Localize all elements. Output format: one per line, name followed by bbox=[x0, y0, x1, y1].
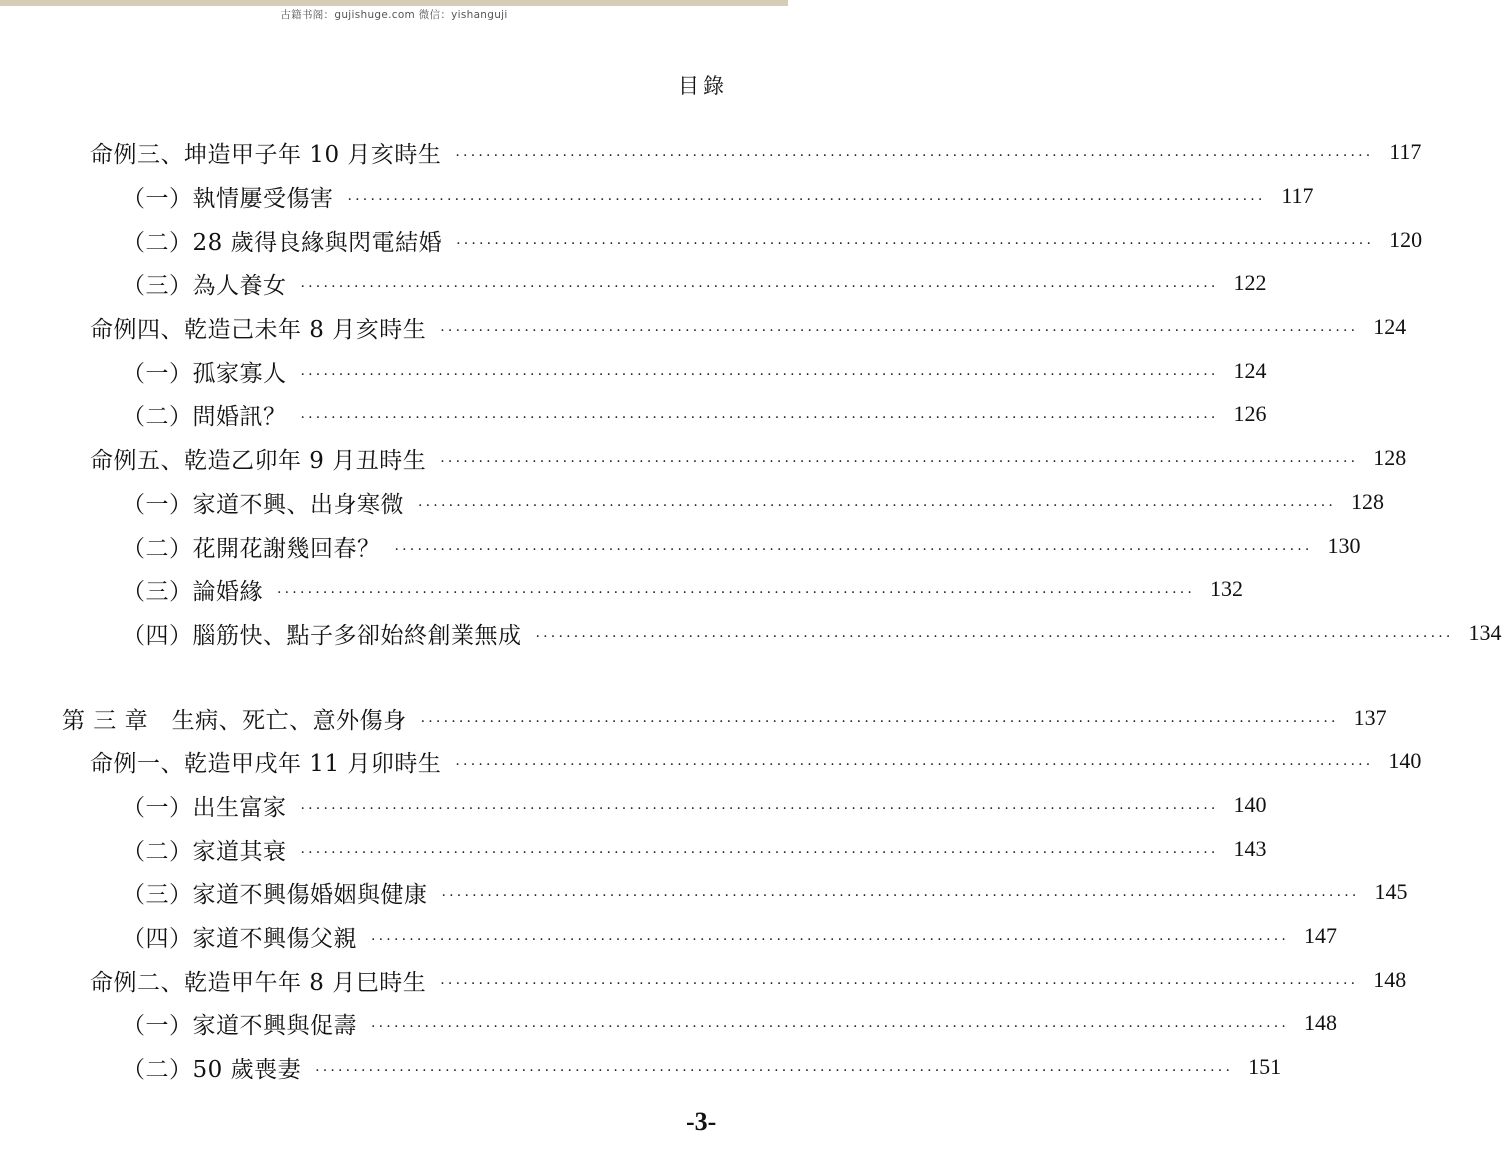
toc-entry-page: 134 bbox=[1468, 620, 1502, 645]
toc-entry-page: 124 bbox=[1233, 358, 1267, 383]
toc-entry-label: （二）28 歲得良緣與閃電結婚 bbox=[122, 229, 443, 256]
toc-entry-label: （二）50 歲喪妻 bbox=[122, 1056, 302, 1083]
toc-entry[interactable] bbox=[122, 178, 1314, 214]
dot-leader: ........................................................................................................................ bbox=[300, 275, 1219, 291]
toc-entry[interactable] bbox=[122, 615, 1502, 651]
dot-leader: ........................................................................................................................ bbox=[277, 581, 1196, 597]
toc-entry[interactable] bbox=[122, 787, 1267, 823]
toc-entry[interactable] bbox=[90, 309, 1407, 345]
toc-entry-label: 命例一、乾造甲戌年 11 月卯時生 bbox=[90, 750, 442, 777]
toc-entry-label: （四）家道不興傷父親 bbox=[122, 925, 357, 952]
toc-entry[interactable] bbox=[122, 353, 1267, 389]
toc-entry-page: 120 bbox=[1389, 227, 1423, 252]
toc-entry-page: 128 bbox=[1373, 445, 1407, 470]
dot-leader: ........................................................................................................................ bbox=[455, 144, 1374, 160]
toc-entry[interactable] bbox=[122, 1005, 1338, 1041]
toc-entry-page: 137 bbox=[1353, 705, 1387, 730]
toc-entry[interactable] bbox=[122, 571, 1244, 607]
toc-entry[interactable] bbox=[90, 962, 1407, 998]
toc-entry-page: 148 bbox=[1304, 1010, 1338, 1035]
page-number: -3- bbox=[686, 1107, 717, 1136]
toc-entry-label: 命例二、乾造甲午年 8 月巳時生 bbox=[90, 969, 427, 996]
toc-entry-label: （一）出生富家 bbox=[122, 794, 287, 821]
toc-entry[interactable] bbox=[90, 440, 1407, 476]
toc-entry-page: 143 bbox=[1233, 836, 1267, 861]
dot-leader: ........................................................................................................................ bbox=[440, 450, 1359, 466]
toc-entry[interactable] bbox=[122, 396, 1267, 432]
toc-entry-page: 140 bbox=[1233, 792, 1267, 817]
section-title: 目錄 bbox=[678, 74, 728, 98]
toc-entry-label: （三）為人養女 bbox=[122, 272, 287, 299]
toc-entry[interactable] bbox=[122, 874, 1408, 910]
dot-leader: ........................................................................................................................ bbox=[300, 406, 1219, 422]
toc-entry-label: （四）腦筋快、點子多卻始終創業無成 bbox=[122, 622, 522, 649]
dot-leader: ........................................................................................................................ bbox=[418, 494, 1337, 510]
toc-entry-label: （一）執情屢受傷害 bbox=[122, 185, 334, 212]
toc-entry-label: （三）論婚緣 bbox=[122, 578, 263, 605]
toc-entry-label: 第 三 章 生病、死亡、意外傷身 bbox=[62, 707, 407, 734]
dot-leader: ........................................................................................................................ bbox=[371, 928, 1290, 944]
toc-entry-label: 命例五、乾造乙卯年 9 月丑時生 bbox=[90, 447, 427, 474]
toc-entry-page: 140 bbox=[1388, 748, 1422, 773]
toc-entry[interactable] bbox=[62, 700, 1387, 736]
dot-leader: ........................................................................................................................ bbox=[535, 625, 1454, 641]
dot-leader: ........................................................................................................................ bbox=[347, 188, 1266, 204]
dot-leader: ........................................................................................................................ bbox=[394, 538, 1313, 554]
dot-leader: ........................................................................................................................ bbox=[456, 232, 1375, 248]
toc-entry-label: （二）家道其衰 bbox=[122, 838, 287, 865]
toc-entry[interactable] bbox=[122, 831, 1267, 867]
dot-leader: ........................................................................................................................ bbox=[440, 972, 1359, 988]
top-border bbox=[0, 0, 788, 6]
toc-entry-label: 命例三、坤造甲子年 10 月亥時生 bbox=[90, 141, 442, 168]
toc-entry-label: （一）孤家寡人 bbox=[122, 360, 287, 387]
toc-entry-page: 147 bbox=[1304, 923, 1338, 948]
toc-entry[interactable] bbox=[90, 743, 1422, 779]
toc-entry-page: 148 bbox=[1373, 967, 1407, 992]
dot-leader: ........................................................................................................................ bbox=[300, 841, 1219, 857]
watermark: 古籍书阁：gujishuge.com 微信：yishanguji bbox=[280, 9, 508, 21]
dot-leader: ........................................................................................................................ bbox=[440, 319, 1359, 335]
dot-leader: ........................................................................................................................ bbox=[441, 884, 1360, 900]
toc-entry-label: （二）花開花謝幾回春？ bbox=[122, 535, 381, 562]
toc-entry-page: 117 bbox=[1389, 139, 1422, 164]
toc-entry-label: （一）家道不興與促壽 bbox=[122, 1012, 357, 1039]
toc-entry-page: 122 bbox=[1233, 270, 1267, 295]
dot-leader: ........................................................................................................................ bbox=[371, 1015, 1290, 1031]
toc-entry[interactable] bbox=[122, 1049, 1282, 1085]
toc-entry[interactable] bbox=[122, 918, 1338, 954]
dot-leader: ........................................................................................................................ bbox=[300, 797, 1219, 813]
toc-entry-page: 124 bbox=[1373, 314, 1407, 339]
toc-entry[interactable] bbox=[122, 484, 1385, 520]
dot-leader: ........................................................................................................................ bbox=[455, 753, 1374, 769]
toc-entry[interactable] bbox=[122, 528, 1361, 564]
toc-entry-label: （二）問婚訊？ bbox=[122, 403, 287, 430]
toc-entry-page: 130 bbox=[1327, 533, 1361, 558]
toc-entry-page: 151 bbox=[1248, 1054, 1282, 1079]
toc-entry-page: 132 bbox=[1210, 576, 1244, 601]
toc-entry-page: 128 bbox=[1351, 489, 1385, 514]
toc-entry-label: 命例四、乾造己未年 8 月亥時生 bbox=[90, 316, 427, 343]
toc-entry[interactable] bbox=[122, 222, 1423, 258]
toc-entry[interactable] bbox=[122, 265, 1267, 301]
dot-leader: ........................................................................................................................ bbox=[420, 710, 1339, 726]
toc-entry-label: （一）家道不興、出身寒微 bbox=[122, 491, 404, 518]
toc-entry[interactable] bbox=[90, 134, 1422, 170]
dot-leader: ........................................................................................................................ bbox=[300, 363, 1219, 379]
toc-entry-page: 126 bbox=[1233, 401, 1267, 426]
dot-leader: ........................................................................................................................ bbox=[315, 1059, 1234, 1075]
toc-entry-label: （三）家道不興傷婚姻與健康 bbox=[122, 881, 428, 908]
toc-entry-page: 145 bbox=[1374, 879, 1408, 904]
toc-entry-page: 117 bbox=[1281, 183, 1314, 208]
